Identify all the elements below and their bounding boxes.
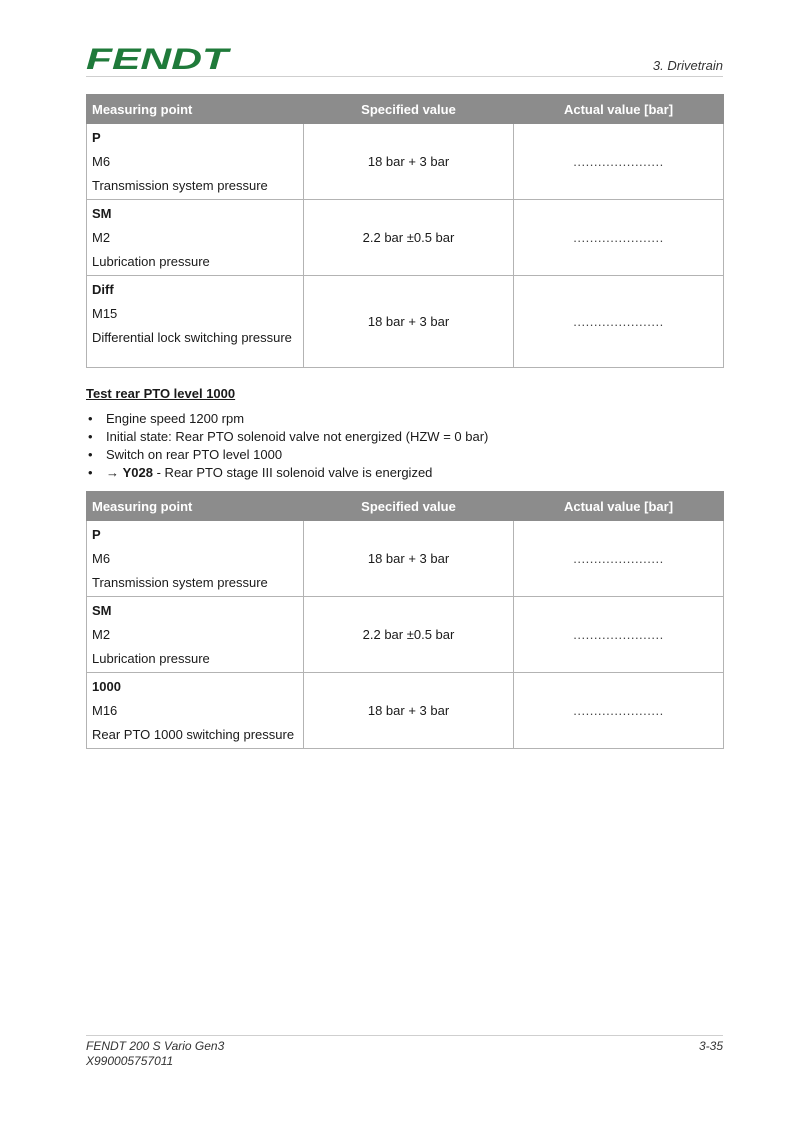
fendt-logo [86, 44, 232, 74]
measuring-point-cell [87, 673, 304, 749]
specified-value: 2.2 bar ±0.5 bar [304, 200, 514, 276]
table-header-row [87, 492, 724, 521]
point-description: Lubrication pressure [92, 254, 210, 269]
footer-info [86, 1039, 224, 1069]
list-item [86, 464, 488, 482]
point-description: Differential lock switching pressure [92, 330, 292, 345]
section-heading: Test rear PTO level 1000 [86, 386, 236, 401]
table-row [87, 597, 724, 673]
specified-value: 18 bar + 3 bar [304, 521, 514, 597]
header-divider [86, 76, 723, 77]
table-row [87, 124, 724, 200]
point-id: M15 [92, 306, 118, 321]
point-code: P [92, 130, 101, 145]
chapter-title: 3. Drivetrain [652, 58, 723, 73]
point-code: Diff [92, 282, 114, 297]
test-steps-list [86, 410, 488, 482]
page-number: 3-35 [698, 1039, 723, 1053]
measuring-point-cell [87, 276, 304, 368]
specified-value: 2.2 bar ±0.5 bar [304, 597, 514, 673]
actual-value-entry[interactable]: ...................... [514, 597, 724, 673]
specified-value: 18 bar + 3 bar [304, 124, 514, 200]
point-code: SM [92, 603, 112, 618]
measuring-point-cell [87, 200, 304, 276]
step-text: - Rear PTO stage III solenoid valve is energized [153, 465, 433, 480]
point-description: Transmission system pressure [92, 575, 268, 590]
col-header-actual-value: Actual value [bar] [514, 492, 724, 521]
table-row [87, 521, 724, 597]
list-item: • Initial state: Rear PTO solenoid valve not energized (HZW = 0 bar) [86, 428, 488, 446]
point-id: M6 [92, 154, 111, 169]
list-item: • Switch on rear PTO level 1000 [86, 446, 488, 464]
point-code: 1000 [92, 679, 121, 694]
specified-value: 18 bar + 3 bar [304, 673, 514, 749]
component-code: Y028 [122, 465, 153, 480]
point-id: M6 [92, 551, 111, 566]
col-header-specified-value: Specified value [304, 492, 514, 521]
actual-value-entry[interactable]: ...................... [514, 521, 724, 597]
point-code: SM [92, 206, 112, 221]
point-description: Rear PTO 1000 switching pressure [92, 727, 295, 742]
actual-value-entry[interactable]: ...................... [514, 200, 724, 276]
specified-value: 18 bar + 3 bar [304, 276, 514, 368]
actual-value-entry[interactable]: ...................... [514, 673, 724, 749]
point-code: P [92, 527, 101, 542]
col-header-specified-value: Specified value [304, 95, 514, 124]
list-item: • Engine speed 1200 rpm [86, 410, 488, 428]
col-header-measuring-point: Measuring point [87, 492, 304, 521]
measuring-point-cell [87, 597, 304, 673]
footer-divider [86, 1035, 723, 1036]
table-row [87, 673, 724, 749]
footer-model: FENDT 200 S Vario Gen3 [86, 1039, 225, 1053]
point-description: Transmission system pressure [92, 178, 268, 193]
arrow-icon: → [106, 465, 119, 480]
svg-text:FENDT: FENDT [86, 44, 232, 74]
measurement-table-2 [86, 491, 724, 749]
measurement-table-1 [86, 94, 724, 368]
table-row [87, 276, 724, 368]
table-row [87, 200, 724, 276]
measuring-point-cell [87, 521, 304, 597]
table-header-row [87, 95, 724, 124]
point-id: M2 [92, 230, 111, 245]
col-header-measuring-point: Measuring point [87, 95, 304, 124]
point-id: M2 [92, 627, 111, 642]
point-description: Lubrication pressure [92, 651, 210, 666]
actual-value-entry[interactable]: ...................... [514, 124, 724, 200]
col-header-actual-value: Actual value [bar] [514, 95, 724, 124]
actual-value-entry[interactable]: ...................... [514, 276, 724, 368]
point-id: M16 [92, 703, 118, 718]
measuring-point-cell [87, 124, 304, 200]
footer-doc-number: X990005757011 [86, 1054, 174, 1068]
